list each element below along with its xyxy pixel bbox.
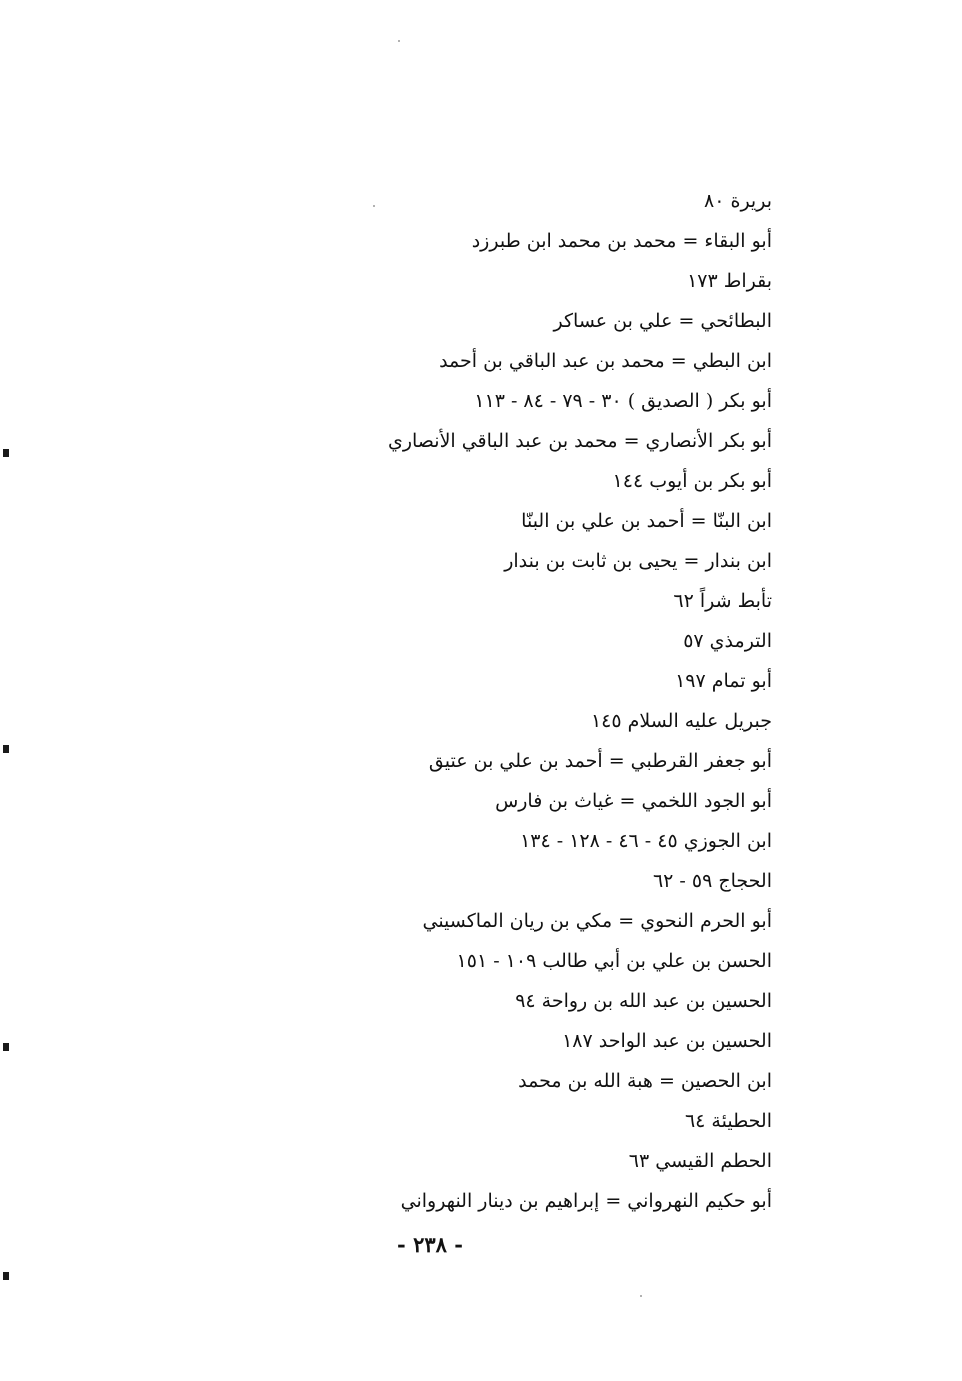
index-entry: أبو الحرم النحوي = مكي بن ريان الماكسيني (422, 910, 772, 932)
name-index-list (352, 181, 772, 1221)
index-entry: البطائحي = علي بن عساكر (553, 310, 772, 332)
scan-binding-mark (3, 1272, 9, 1280)
index-entry: الحسن بن علي بن أبي طالب ١٠٩ - ١٥١ (456, 950, 772, 972)
index-entry: بقراط ١٧٣ (687, 270, 772, 292)
scan-speck (398, 40, 400, 42)
index-entry: أبو البقاء = محمد بن محمد ابن طبرزد (471, 230, 772, 252)
index-entry: ابن الجوزي ٤٥ - ٤٦ - ١٢٨ - ١٣٤ (520, 830, 772, 852)
index-entry: الحطم القيسي ٦٣ (628, 1150, 772, 1172)
index-entry: جبريل عليه السلام ١٤٥ (590, 710, 772, 732)
index-entry: ابن البنّا = أحمد بن علي بن البنّا (521, 510, 772, 532)
index-entry: أبو تمام ١٩٧ (675, 670, 772, 692)
index-entry: أبو حكيم النهرواني = إبراهيم بن دينار النهرواني (400, 1190, 772, 1212)
index-entry: تأبط شراً ٦٢ (673, 590, 772, 612)
page-number: - ٢٣٨ - (397, 1232, 463, 1257)
index-entry: الحجاج ٥٩ - ٦٢ (652, 870, 772, 892)
index-entry: الحسين بن عبد الواحد ١٨٧ (562, 1030, 772, 1052)
scan-speck (373, 205, 375, 207)
index-entry: أبو بكر ( الصديق ) ٣٠ - ٧٩ - ٨٤ - ١١٣ (474, 390, 772, 412)
index-entry: أبو بكر الأنصاري = محمد بن عبد الباقي الأنصاري (387, 430, 772, 452)
scan-binding-mark (3, 745, 9, 753)
scan-binding-mark (3, 449, 9, 457)
scan-binding-mark (3, 1043, 9, 1051)
index-entry: ابن البطي = محمد بن عبد الباقي بن أحمد (439, 350, 772, 372)
index-entry: الحسين بن عبد الله بن رواحة ٩٤ (515, 990, 772, 1012)
index-entry: الترمذي ٥٧ (683, 630, 772, 652)
index-entry: أبو جعفر القرطبي = أحمد بن علي بن عتيق (428, 750, 772, 772)
index-entry: ابن الحصين = هبة الله بن محمد (518, 1070, 772, 1092)
index-entry: بريرة ٨٠ (704, 190, 772, 212)
index-entry: أبو بكر بن أيوب ١٤٤ (612, 470, 772, 492)
index-entry: الحطيئة ٦٤ (684, 1110, 772, 1132)
index-entry: ابن بندار = يحيى بن ثابت بن بندار (504, 550, 772, 572)
scan-speck (640, 1295, 642, 1297)
index-entry: أبو الجود اللخمي = غياث بن فارس (495, 790, 772, 812)
